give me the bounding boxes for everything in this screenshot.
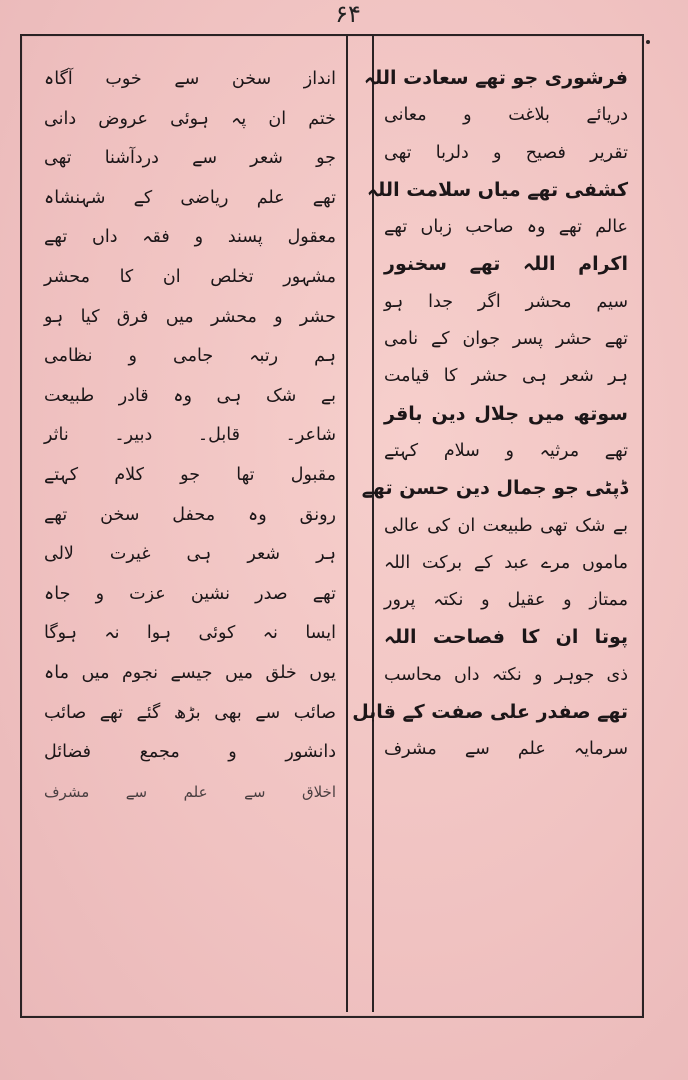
verse-line: شاعر۔ قابل۔ دبیر۔ ناثر bbox=[44, 425, 336, 446]
verse-line: مشہور تخلص ان کا محشر bbox=[44, 266, 336, 287]
verse-line: ممتاز و عقیل و نکتہ پرور bbox=[384, 590, 628, 611]
verse-line: ہم رتبہ جامی و نظامی bbox=[44, 346, 336, 367]
verse-line: دریائے بلاغت و معانی bbox=[384, 105, 628, 126]
verse-line: بے شک تھی طبیعت ان کی عالی bbox=[384, 515, 628, 536]
verse-line: تقریر فصیح و دلربا تھی bbox=[384, 142, 628, 163]
verse-line: یوں خلق میں جیسے نجوم میں ماہ bbox=[44, 662, 336, 683]
verse-line: تھے مرثیہ و سلام کہتے bbox=[384, 440, 628, 461]
verse-line: مقبول تھا جو کلام کہتے bbox=[44, 464, 336, 485]
verse-line: سوتھ میں جلال دین باقر bbox=[384, 402, 628, 425]
verse-line: اکرام اللہ تھے سخنور bbox=[384, 253, 628, 276]
verse-line: حشر و محشر میں فرق کیا ہو bbox=[44, 306, 336, 327]
right-verse-column bbox=[352, 60, 628, 769]
verse-line: تھے صدر نشین عزت و جاہ bbox=[44, 583, 336, 604]
verse-line: سرمایہ علم سے مشرف bbox=[384, 739, 628, 760]
verse-line: اخلاق سے علم سے مشرف bbox=[44, 782, 336, 801]
verse-line: صائب سے بھی بڑھ گئے تھے صائب bbox=[44, 702, 336, 723]
verse-line: ختم ان پہ ہوئی عروض دانی bbox=[44, 108, 336, 129]
verse-line: ایسا نہ کوئی ہوا نہ ہوگا bbox=[44, 623, 336, 644]
verse-line: ماموں مرے عبد کے برکت اللہ bbox=[384, 552, 628, 573]
verse-line: انداز سخن سے خوب آگاہ bbox=[44, 69, 336, 89]
verse-line: تھے حشر پسر جوان کے نامی bbox=[384, 329, 628, 350]
ink-dot bbox=[646, 40, 650, 44]
verse-line: فرشوری جو تھے سعادت اللہ bbox=[363, 67, 628, 89]
verse-line: بے شک ہی وہ قادر طبیعت bbox=[44, 385, 336, 406]
verse-line: تھے علم ریاضی کے شہنشاہ bbox=[44, 187, 336, 208]
verse-line: ہر شعر ہی غیرت لالی bbox=[44, 544, 336, 565]
verse-line: جو شعر سے دردآشنا تھی bbox=[44, 148, 336, 169]
column-divider-left bbox=[346, 36, 348, 1012]
verse-line: پوتا ان کا فصاحت اللہ bbox=[384, 626, 628, 649]
verse-line: عالم تھے وہ صاحب زباں تھے bbox=[384, 217, 628, 238]
verse-line: معقول پسند و فقہ داں تھے bbox=[44, 227, 336, 248]
verse-line: تھے صفدر علی صفت کے قابل bbox=[352, 701, 628, 724]
left-verse-column bbox=[44, 60, 336, 812]
verse-line: ہر شعر ہی حشر کا قیامت bbox=[384, 366, 628, 387]
verse-line: رونق وہ محفل سخن تھے bbox=[44, 504, 336, 525]
verse-line: کشفی تھے میاں سلامت اللہ bbox=[367, 178, 628, 201]
page-number: ۶۴ bbox=[335, 0, 361, 28]
verse-line: سیم محشر اگر جدا ہو bbox=[384, 291, 628, 312]
verse-line: دانشور و مجمع فضائل bbox=[44, 742, 336, 763]
verse-line: ذی جوہر و نکتہ داں محاسب bbox=[384, 664, 628, 685]
verse-line: ڈپٹی جو جمال دین حسن تھے bbox=[361, 477, 628, 500]
